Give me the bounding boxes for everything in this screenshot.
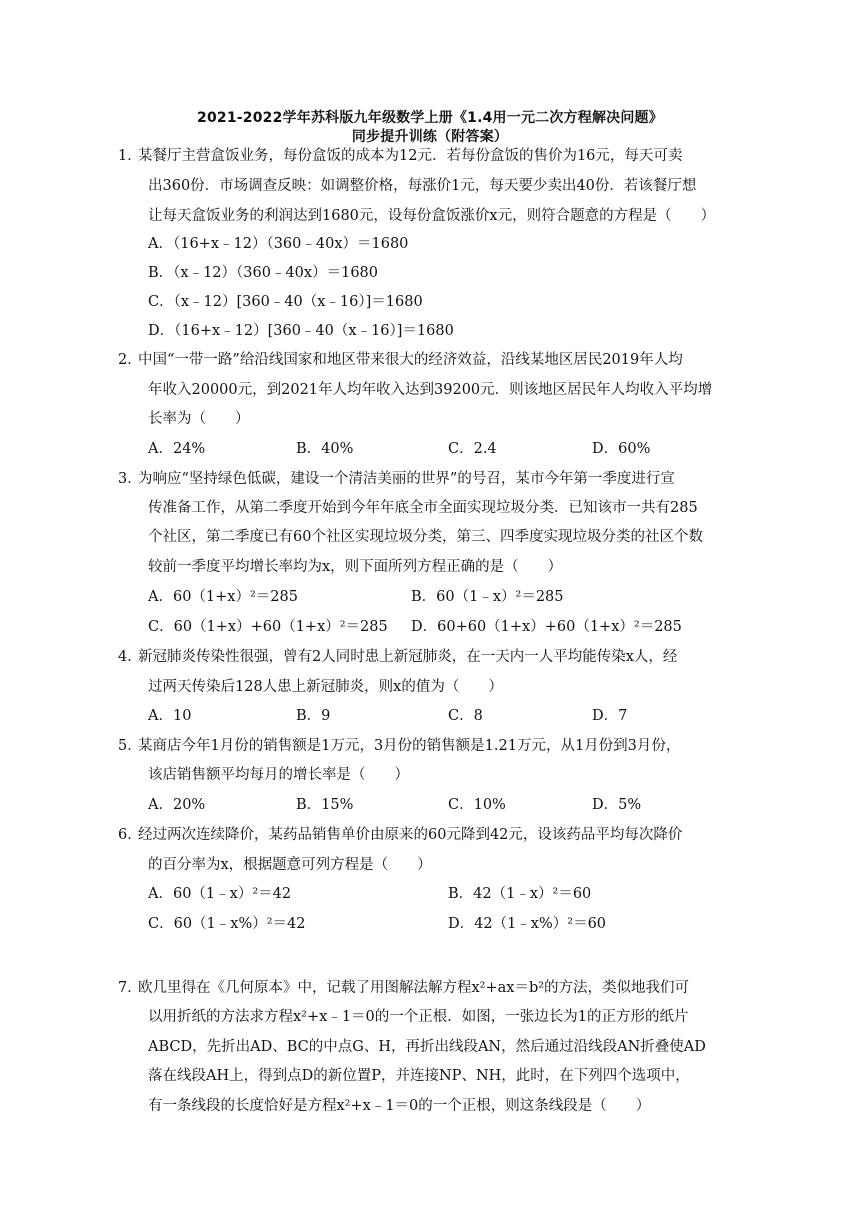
- option-a: A．（16+x﹣12）（360﹣40x）＝1680: [148, 236, 409, 252]
- question-text: 有一条线段的长度恰好是方程x²+x﹣1＝0的一个正根，则这条线段是（ ）: [148, 1098, 651, 1114]
- option-a: A．10: [148, 708, 192, 724]
- option-b: B．15%: [296, 797, 354, 813]
- option-d: D．42（1﹣x%）²＝60: [448, 916, 607, 932]
- question-number: 2．: [118, 352, 142, 368]
- question-text: 经过两次连续降价，某药品销售单价由原来的60元降到42元，设该药品平均每次降价: [138, 827, 683, 843]
- option-d: D．7: [592, 708, 628, 724]
- option-a: A．20%: [148, 797, 206, 813]
- question-number: 1．: [118, 148, 142, 164]
- option-b: B．40%: [296, 441, 354, 457]
- option-c: C．60（1+x）+60（1+x）²＝285: [148, 619, 388, 635]
- option-a: A．60（1﹣x）²＝42: [148, 886, 292, 902]
- question-text: 年收入20000元，到2021年人均年收入达到39200元．则该地区居民年人均收入平均增: [148, 382, 713, 398]
- option-c: C．（x﹣12）[360﹣40（x﹣16）]＝1680: [148, 294, 423, 310]
- option-a: A．24%: [148, 441, 206, 457]
- option-b: B．42（1﹣x）²＝60: [448, 886, 592, 902]
- question-text: 为响应“坚持绿色低碳，建设一个清洁美丽的世界”的号召，某市今年第一季度进行宣: [138, 471, 675, 487]
- option-a: A．60（1+x）²＝285: [148, 589, 298, 605]
- question-text: 个社区，第二季度已有60个社区实现垃圾分类，第三、四季度实现垃圾分类的社区个数: [148, 529, 703, 545]
- option-c: C．60（1﹣x%）²＝42: [148, 916, 306, 932]
- question-number: 3．: [118, 471, 142, 487]
- option-b: B．（x﹣12）（360﹣40x）＝1680: [148, 265, 378, 281]
- question-text: ABCD，先折出AD、BC的中点G、H，再折出线段AN，然后通过沿线段AN折叠使AD: [148, 1039, 706, 1055]
- question-text: 落在线段AH上，得到点D的新位置P，并连接NP、NH，此时，在下列四个选项中，: [148, 1068, 690, 1084]
- question-number: 6．: [118, 827, 142, 843]
- question-text: 某餐厅主营盒饭业务，每份盒饭的成本为12元．若每份盒饭的售价为16元，每天可卖: [138, 148, 683, 164]
- option-d: D．60%: [592, 441, 651, 457]
- question-number: 7．: [118, 980, 142, 996]
- option-d: D．（16+x﹣12）[360﹣40（x﹣16）]＝1680: [148, 323, 454, 339]
- option-b: B．60（1﹣x）²＝285: [411, 589, 564, 605]
- document-title-line-1: 2021-2022学年苏科版九年级数学上册《1.4用一元二次方程解决问题》: [197, 110, 663, 126]
- question-text: 中国“一带一路”给沿线国家和地区带来很大的经济效益，沿线某地区居民2019年人均: [138, 352, 683, 368]
- option-c: C．10%: [448, 797, 506, 813]
- question-text: 让每天盒饭业务的利润达到1680元，设每份盒饭涨价x元，则符合题意的方程是（ ）: [148, 208, 716, 224]
- question-text: 的百分率为x，根据题意可列方程是（ ）: [148, 857, 432, 873]
- question-text: 新冠肺炎传染性很强，曾有2人同时患上新冠肺炎，在一天内一人平均能传染x人，经: [138, 649, 678, 665]
- option-c: C．8: [448, 708, 483, 724]
- question-text: 出360份．市场调查反映：如调整价格，每涨价1元，每天要少卖出40份．若该餐厅想: [148, 178, 697, 194]
- document-title-line-2: 同步提升训练（附答案）: [351, 129, 509, 145]
- question-text: 欧几里得在《几何原本》中，记载了用图解法解方程x²+ax＝b²的方法，类似地我们可: [138, 980, 690, 996]
- question-number: 5．: [118, 738, 142, 754]
- question-text: 过两天传染后128人患上新冠肺炎，则x的值为（ ）: [148, 679, 503, 695]
- question-text: 某商店今年1月份的销售额是1万元，3月份的销售额是1.21万元，从1月份到3月份，: [138, 738, 681, 754]
- option-c: C．2.4: [448, 441, 497, 457]
- question-text: 长率为（ ）: [148, 411, 250, 427]
- option-d: D．5%: [592, 797, 642, 813]
- option-b: B．9: [296, 708, 331, 724]
- question-text: 以用折纸的方法求方程x²+x﹣1＝0的一个正根．如图，一张边长为1的正方形的纸片: [148, 1009, 689, 1025]
- question-text: 该店销售额平均每月的增长率是（ ）: [148, 767, 409, 783]
- question-number: 4．: [118, 649, 142, 665]
- option-d: D．60+60（1+x）+60（1+x）²＝285: [411, 619, 682, 635]
- question-text: 传准备工作，从第二季度开始到今年年底全市全面实现垃圾分类．已知该市一共有285: [148, 500, 698, 516]
- question-text: 较前一季度平均增长率均为x，则下面所列方程正确的是（ ）: [148, 559, 563, 575]
